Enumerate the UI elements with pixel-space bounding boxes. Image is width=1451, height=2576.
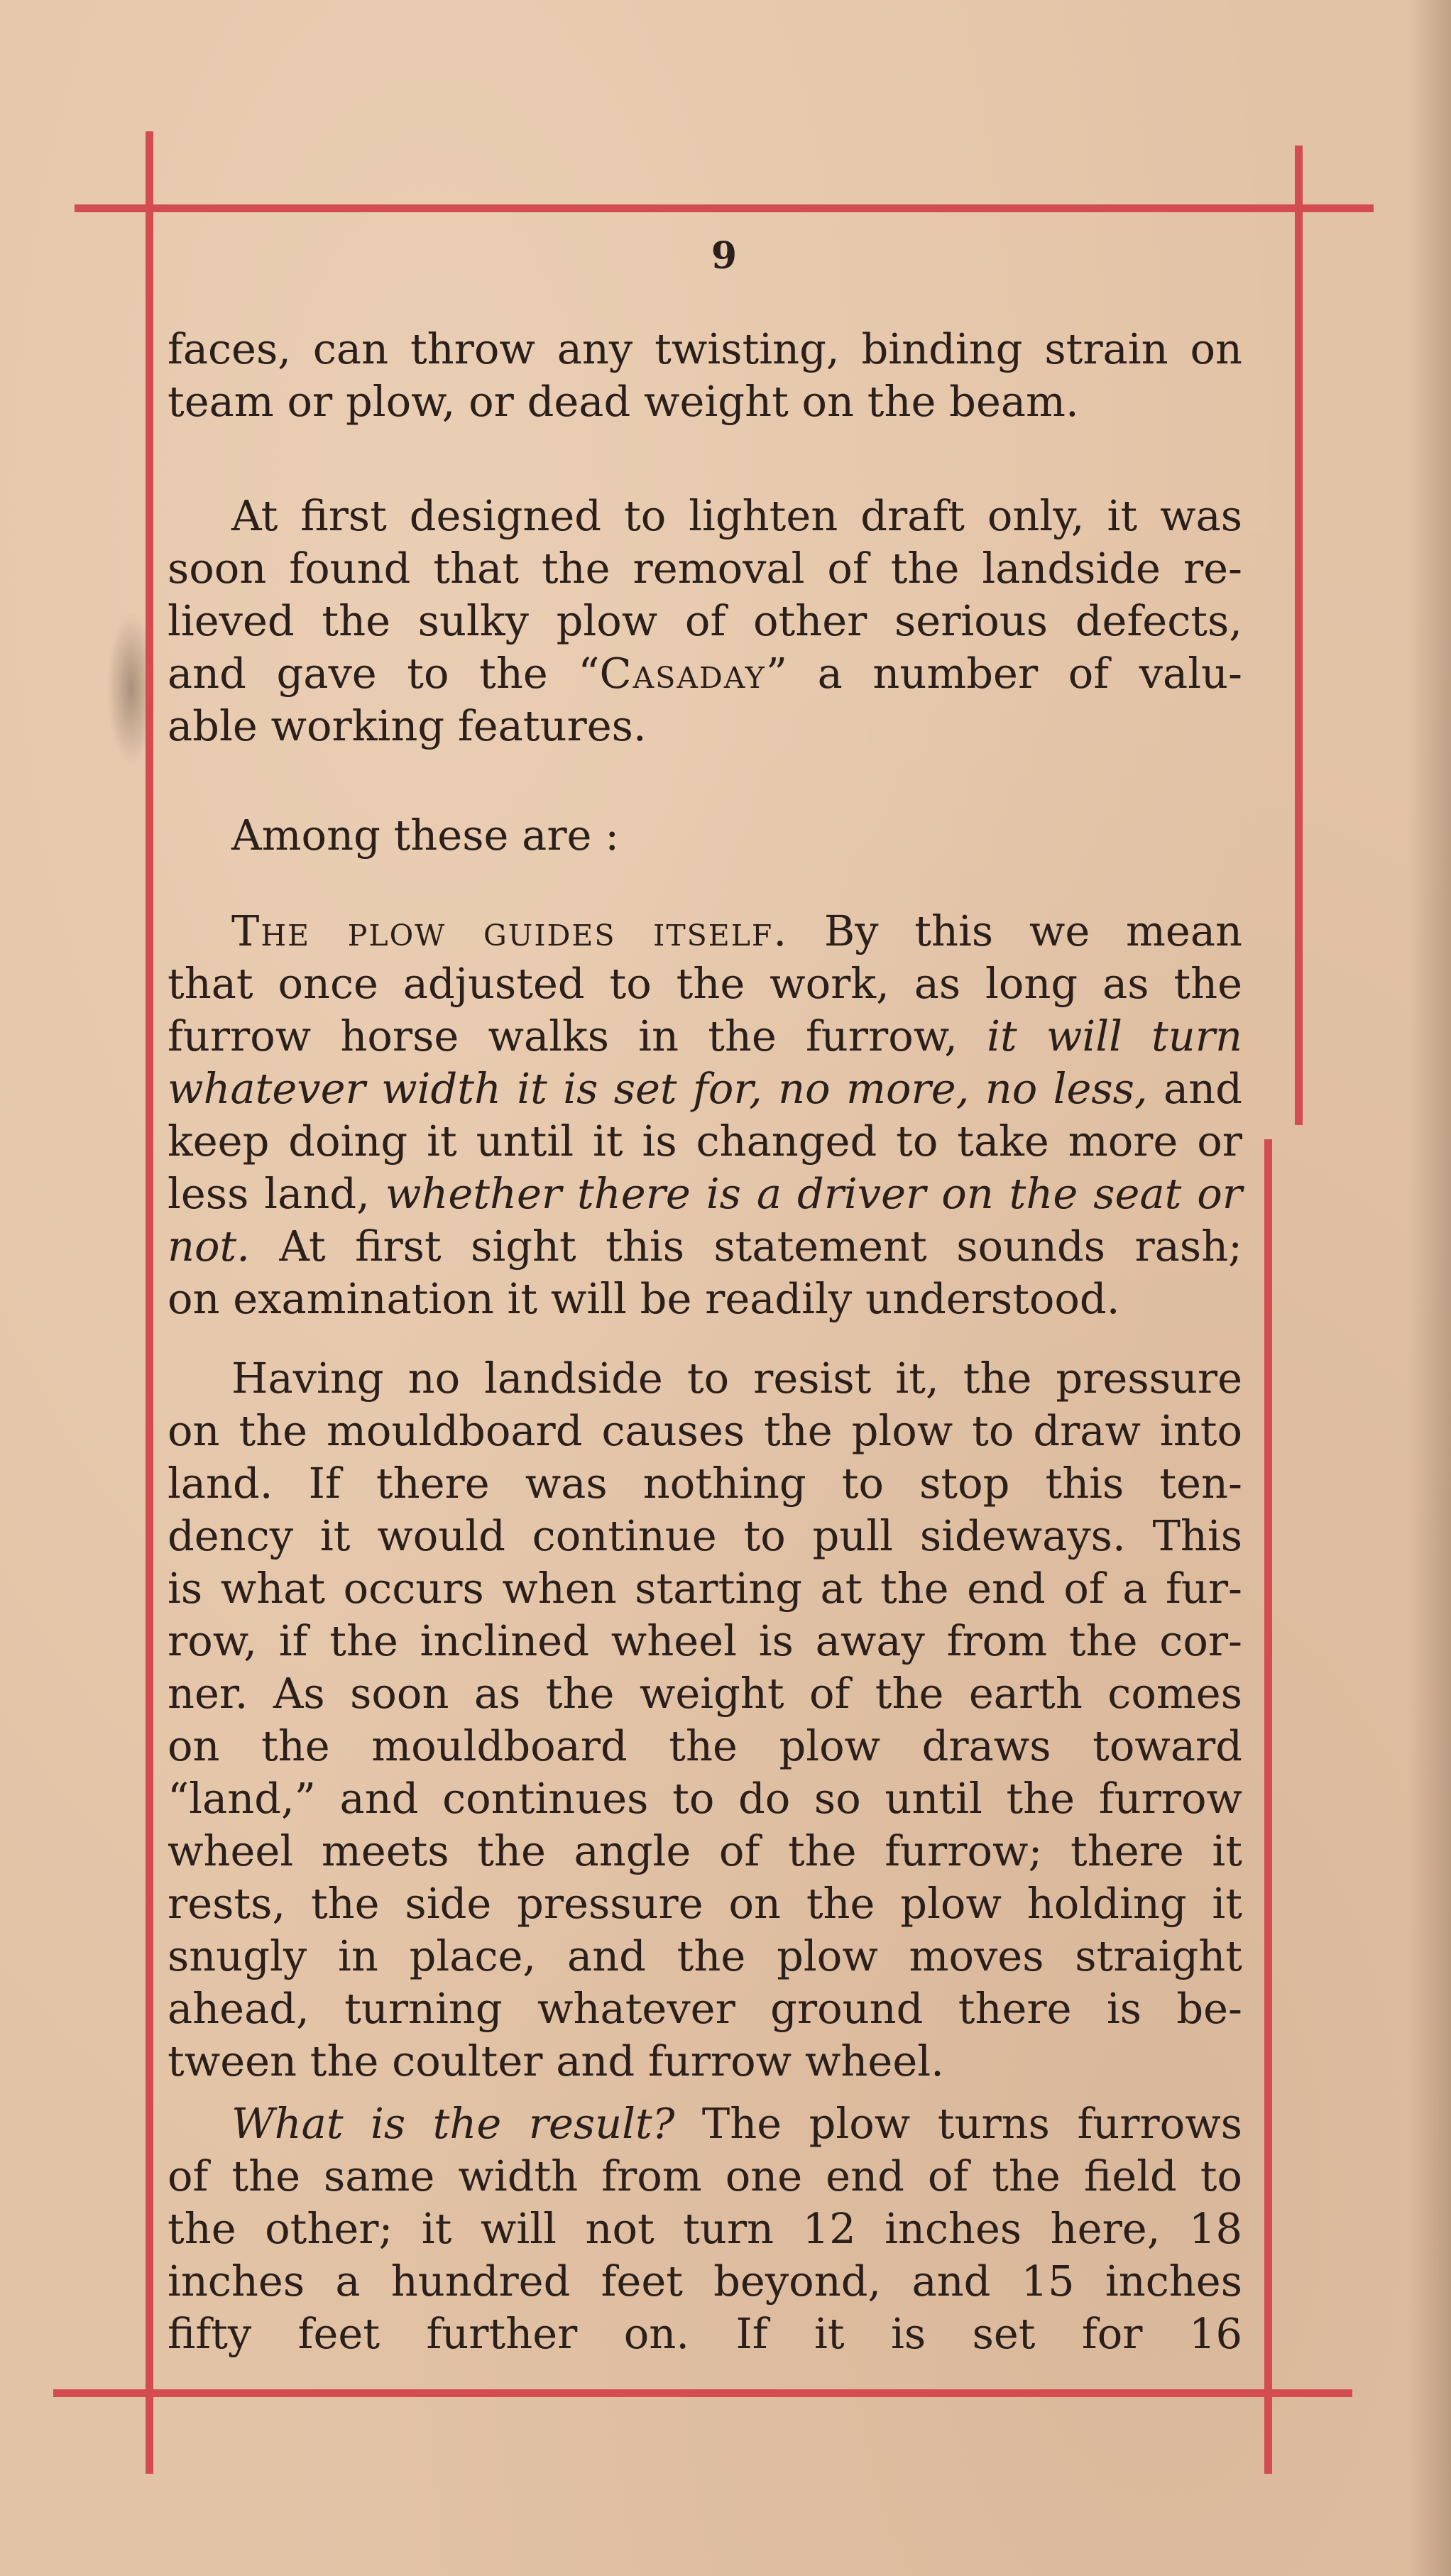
text-line: keep doing it until it is changed to take more or: [168, 1117, 1242, 1166]
paragraph-plow-guides: [168, 905, 1242, 1325]
text-line: lieved the sulky plow of other serious defects,: [168, 596, 1242, 645]
text-line: and gave to the “Casaday” a number of valu-: [168, 649, 1242, 698]
text-line: wheel meets the angle of the furrow; there it: [168, 1826, 1242, 1875]
text-line: whatever width it is set for, no more, no less, and: [168, 1064, 1242, 1113]
text-line: fifty feet further on. If it is set for 16: [168, 2309, 1242, 2358]
text-line: not. At first sight this statement sounds rash;: [168, 1222, 1242, 1271]
text-line: less land, whether there is a driver on the seat or: [168, 1169, 1243, 1218]
text-line: faces, can throw any twisting, binding strain on: [168, 324, 1242, 373]
text-line: land. If there was nothing to stop this ten-: [168, 1459, 1242, 1508]
paragraph-design: [168, 490, 1242, 752]
paragraph-landside: [168, 1352, 1242, 2088]
text-line: tween the coulter and furrow wheel.: [168, 2037, 944, 2086]
text-line: What is the result? The plow turns furrows: [231, 2099, 1242, 2148]
text-line: At first designed to lighten draft only, it was: [231, 491, 1242, 540]
paragraph-continued: [168, 323, 1242, 428]
brand-name: Casaday: [599, 649, 766, 698]
text-line: “land,” and continues to do so until the furrow: [168, 1774, 1242, 1823]
text-line: rests, the side pressure on the plow holding it: [168, 1879, 1242, 1928]
text-line: that once adjusted to the work, as long as the: [168, 959, 1242, 1008]
text-line: ner. As soon as the weight of the earth comes: [168, 1669, 1242, 1718]
text-line: is what occurs when starting at the end of a fur-: [168, 1564, 1242, 1613]
text-line: on the mouldboard the plow draws toward: [168, 1721, 1242, 1770]
text-line: ahead, turning whatever ground there is be-: [168, 1984, 1242, 2033]
text-line: soon found that the removal of the landside re-: [168, 544, 1242, 593]
text-line: able working features.: [168, 701, 647, 750]
page-edge-shadow: [1408, 0, 1451, 2576]
frame-right-rule-upper: [1295, 146, 1303, 1125]
text-line: inches a hundred feet beyond, and 15 inches: [168, 2257, 1242, 2306]
page-number: 9: [711, 234, 738, 278]
frame-left-rule: [146, 131, 153, 2474]
paragraph-result: [168, 2098, 1242, 2360]
text-line: furrow horse walks in the furrow, it will turn: [168, 1012, 1243, 1060]
text-line: dency it would continue to pull sideways. This: [168, 1511, 1242, 1560]
paragraph-among: [168, 809, 1242, 862]
text-line: on the mouldboard causes the plow to draw into: [168, 1406, 1242, 1455]
frame-top-rule: [75, 204, 1374, 212]
text-line: The plow guides itself. By this we mean: [231, 906, 1243, 955]
text-line: team or plow, or dead weight on the beam.: [168, 377, 1079, 426]
text-line: row, if the inclined wheel is away from the cor-: [168, 1616, 1242, 1665]
text-line: Having no landside to resist it, the pressure: [231, 1354, 1242, 1403]
frame-bottom-rule: [53, 2389, 1352, 2397]
section-heading: The plow guides itself.: [231, 906, 789, 955]
text-line: on examination it will be readily understood.: [168, 1274, 1120, 1323]
text-line: the other; it will not turn 12 inches here, 18: [168, 2204, 1242, 2253]
frame-right-rule-lower: [1264, 1139, 1272, 2474]
text-line: Among these are :: [231, 811, 620, 860]
text-line: snugly in place, and the plow moves straight: [168, 1931, 1242, 1980]
text-line: of the same width from one end of the field to: [168, 2152, 1242, 2200]
